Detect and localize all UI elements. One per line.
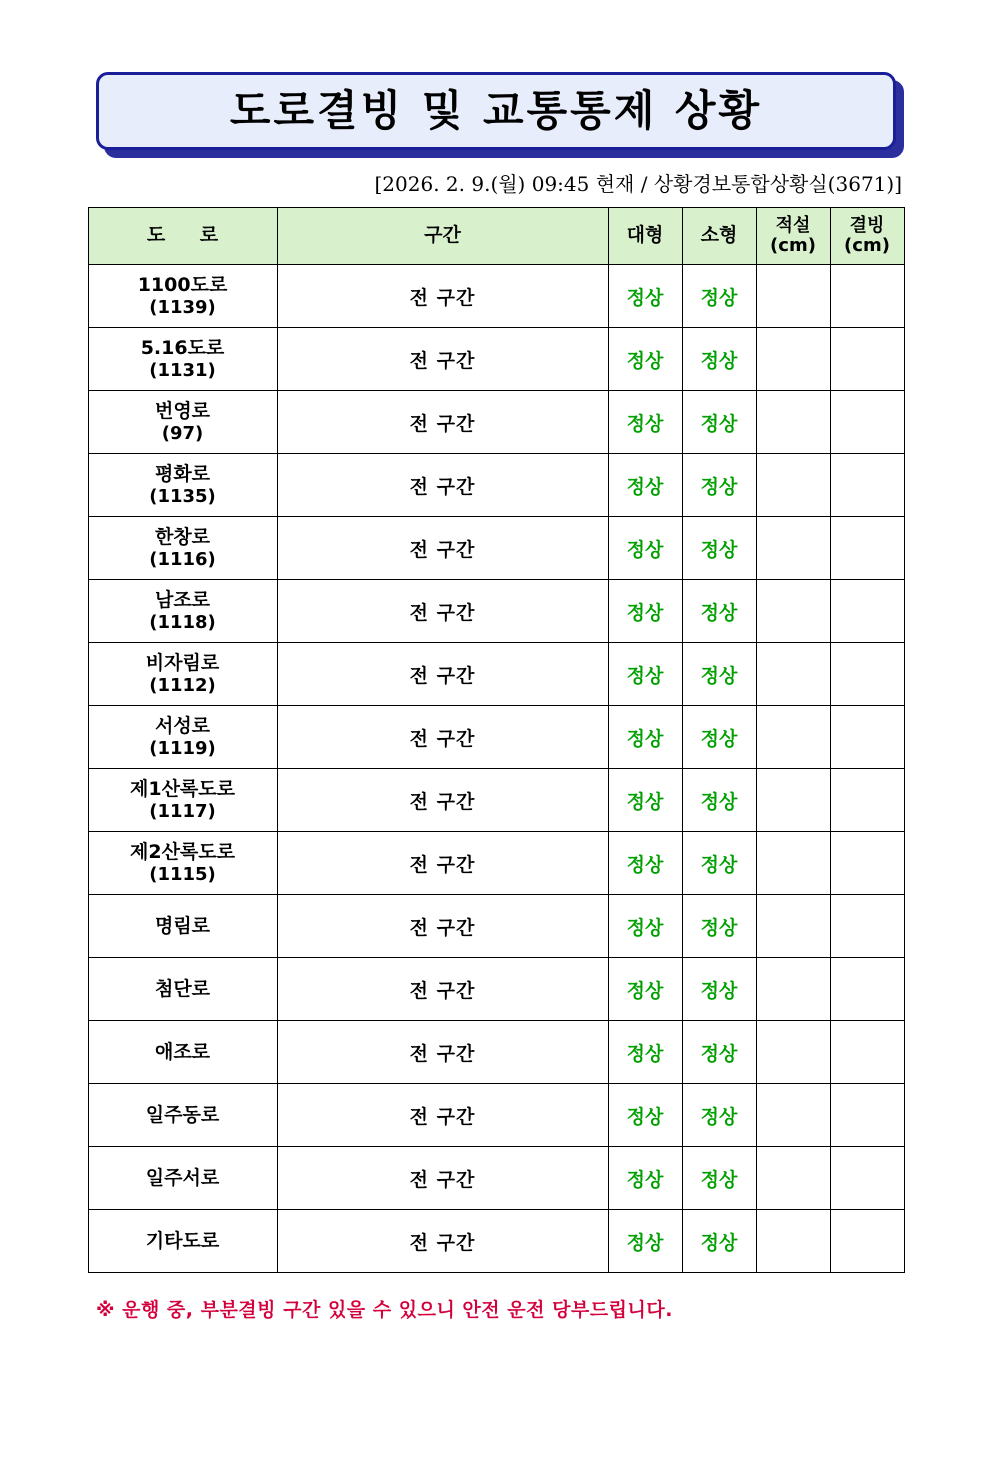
cell-small-vehicle-status: 정상	[682, 1084, 756, 1147]
road-name-primary: 서성로	[154, 714, 211, 737]
cell-road-name	[88, 391, 277, 454]
cell-snow-depth	[756, 265, 830, 328]
cell-ice-thickness	[830, 1210, 904, 1273]
cell-road-name	[88, 328, 277, 391]
title-banner	[96, 72, 896, 150]
column-header-snow-depth-label: 적설	[775, 215, 811, 237]
table-row	[88, 895, 904, 958]
cell-snow-depth	[756, 1147, 830, 1210]
cell-ice-thickness	[830, 1147, 904, 1210]
column-header-section: 구간	[277, 208, 608, 265]
cell-ice-thickness	[830, 454, 904, 517]
table-row	[88, 1147, 904, 1210]
cell-section: 전 구간	[277, 265, 608, 328]
cell-section: 전 구간	[277, 832, 608, 895]
column-header-ice-thickness	[830, 208, 904, 265]
road-name-number: (1112)	[149, 674, 216, 696]
road-name-number: (1115)	[149, 863, 216, 885]
column-header-snow-depth-unit: (cm)	[770, 235, 816, 256]
road-name-primary: 1100도로	[137, 273, 228, 296]
table-row	[88, 1084, 904, 1147]
cell-small-vehicle-status: 정상	[682, 517, 756, 580]
cell-ice-thickness	[830, 328, 904, 391]
cell-section: 전 구간	[277, 1021, 608, 1084]
cell-ice-thickness	[830, 643, 904, 706]
cell-snow-depth	[756, 832, 830, 895]
road-name-primary: 제1산록도로	[130, 777, 235, 800]
cell-section: 전 구간	[277, 391, 608, 454]
cell-ice-thickness	[830, 580, 904, 643]
cell-large-vehicle-status: 정상	[608, 769, 682, 832]
cell-section: 전 구간	[277, 1147, 608, 1210]
cell-road-name	[88, 580, 277, 643]
cell-snow-depth	[756, 1021, 830, 1084]
road-name-primary: 평화로	[154, 462, 211, 485]
cell-road-name	[88, 517, 277, 580]
cell-section: 전 구간	[277, 895, 608, 958]
cell-road-name	[88, 643, 277, 706]
road-name-primary: 제2산록도로	[130, 840, 235, 863]
cell-large-vehicle-status: 정상	[608, 706, 682, 769]
safety-note: ※ 운행 중, 부분결빙 구간 있을 수 있으니 안전 운전 당부드립니다.	[96, 1299, 673, 1321]
cell-road-name	[88, 769, 277, 832]
table-row	[88, 643, 904, 706]
cell-large-vehicle-status: 정상	[608, 328, 682, 391]
cell-road-name: 애조로	[88, 1021, 277, 1084]
cell-ice-thickness	[830, 517, 904, 580]
table-row	[88, 580, 904, 643]
cell-section: 전 구간	[277, 1210, 608, 1273]
table-row	[88, 265, 904, 328]
cell-snow-depth	[756, 517, 830, 580]
cell-road-name: 명림로	[88, 895, 277, 958]
cell-road-name	[88, 265, 277, 328]
table-row	[88, 1210, 904, 1273]
cell-large-vehicle-status: 정상	[608, 580, 682, 643]
road-name-primary: 5.16도로	[140, 336, 225, 359]
table-row	[88, 958, 904, 1021]
road-name-number: (1131)	[149, 359, 216, 381]
cell-small-vehicle-status: 정상	[682, 1147, 756, 1210]
column-header-snow-depth	[756, 208, 830, 265]
column-header-road-label: 도 로	[146, 224, 233, 247]
cell-ice-thickness	[830, 391, 904, 454]
cell-large-vehicle-status: 정상	[608, 265, 682, 328]
table-row	[88, 328, 904, 391]
road-name-number: (1118)	[149, 611, 216, 633]
cell-snow-depth	[756, 769, 830, 832]
cell-snow-depth	[756, 958, 830, 1021]
cell-section: 전 구간	[277, 517, 608, 580]
table-header	[88, 208, 904, 265]
road-name-number: (1116)	[149, 548, 216, 570]
table-row	[88, 391, 904, 454]
cell-small-vehicle-status: 정상	[682, 265, 756, 328]
cell-large-vehicle-status: 정상	[608, 958, 682, 1021]
cell-ice-thickness	[830, 706, 904, 769]
road-name-number: (1139)	[149, 296, 216, 318]
cell-ice-thickness	[830, 1021, 904, 1084]
timestamp-and-source: [2026. 2. 9.(월) 09:45 현재 / 상황경보통합상황실(3671)]	[374, 172, 902, 196]
road-name-number: (1135)	[149, 485, 216, 507]
cell-snow-depth	[756, 580, 830, 643]
cell-small-vehicle-status: 정상	[682, 1210, 756, 1273]
cell-section: 전 구간	[277, 643, 608, 706]
cell-section: 전 구간	[277, 1084, 608, 1147]
cell-small-vehicle-status: 정상	[682, 1021, 756, 1084]
cell-large-vehicle-status: 정상	[608, 895, 682, 958]
cell-large-vehicle-status: 정상	[608, 1210, 682, 1273]
cell-small-vehicle-status: 정상	[682, 769, 756, 832]
cell-small-vehicle-status: 정상	[682, 643, 756, 706]
column-header-large-vehicle: 대형	[608, 208, 682, 265]
column-header-ice-thickness-unit: (cm)	[844, 235, 890, 256]
cell-road-name: 일주동로	[88, 1084, 277, 1147]
cell-section: 전 구간	[277, 454, 608, 517]
road-name-number: (1119)	[149, 737, 216, 759]
table-body	[88, 265, 904, 1273]
document-page	[0, 72, 992, 1475]
title-banner-box	[96, 72, 896, 150]
cell-snow-depth	[756, 706, 830, 769]
cell-ice-thickness	[830, 769, 904, 832]
cell-road-name	[88, 832, 277, 895]
road-name-number: (97)	[161, 422, 204, 444]
cell-small-vehicle-status: 정상	[682, 706, 756, 769]
table-row	[88, 454, 904, 517]
table-row	[88, 517, 904, 580]
table-row	[88, 769, 904, 832]
road-status-table	[88, 207, 905, 1273]
cell-road-name	[88, 706, 277, 769]
table-header-row	[88, 208, 904, 265]
cell-road-name	[88, 454, 277, 517]
cell-small-vehicle-status: 정상	[682, 454, 756, 517]
cell-large-vehicle-status: 정상	[608, 643, 682, 706]
table-row	[88, 832, 904, 895]
road-name-primary: 번영로	[154, 399, 211, 422]
cell-large-vehicle-status: 정상	[608, 454, 682, 517]
cell-snow-depth	[756, 391, 830, 454]
cell-snow-depth	[756, 1210, 830, 1273]
road-name-primary: 남조로	[154, 588, 211, 611]
cell-small-vehicle-status: 정상	[682, 958, 756, 1021]
cell-section: 전 구간	[277, 706, 608, 769]
column-header-ice-thickness-label: 결빙	[849, 215, 885, 237]
cell-large-vehicle-status: 정상	[608, 517, 682, 580]
cell-small-vehicle-status: 정상	[682, 328, 756, 391]
cell-ice-thickness	[830, 832, 904, 895]
column-header-small-vehicle: 소형	[682, 208, 756, 265]
cell-road-name: 일주서로	[88, 1147, 277, 1210]
cell-section: 전 구간	[277, 769, 608, 832]
cell-large-vehicle-status: 정상	[608, 832, 682, 895]
cell-ice-thickness	[830, 265, 904, 328]
page-title: 도로결빙 및 교통통제 상황	[229, 86, 763, 135]
cell-ice-thickness	[830, 895, 904, 958]
road-name-primary: 비자림로	[145, 651, 220, 674]
cell-snow-depth	[756, 328, 830, 391]
cell-large-vehicle-status: 정상	[608, 1021, 682, 1084]
cell-snow-depth	[756, 454, 830, 517]
cell-section: 전 구간	[277, 328, 608, 391]
cell-road-name: 기타도로	[88, 1210, 277, 1273]
cell-large-vehicle-status: 정상	[608, 1147, 682, 1210]
cell-large-vehicle-status: 정상	[608, 391, 682, 454]
cell-section: 전 구간	[277, 580, 608, 643]
cell-small-vehicle-status: 정상	[682, 895, 756, 958]
cell-small-vehicle-status: 정상	[682, 580, 756, 643]
cell-road-name: 첨단로	[88, 958, 277, 1021]
cell-small-vehicle-status: 정상	[682, 391, 756, 454]
column-header-road	[88, 208, 277, 265]
cell-section: 전 구간	[277, 958, 608, 1021]
road-name-primary: 한창로	[154, 525, 211, 548]
cell-large-vehicle-status: 정상	[608, 1084, 682, 1147]
road-name-number: (1117)	[149, 800, 216, 822]
table-row	[88, 1021, 904, 1084]
cell-small-vehicle-status: 정상	[682, 832, 756, 895]
cell-ice-thickness	[830, 958, 904, 1021]
cell-snow-depth	[756, 643, 830, 706]
cell-snow-depth	[756, 895, 830, 958]
cell-ice-thickness	[830, 1084, 904, 1147]
table-row	[88, 706, 904, 769]
cell-snow-depth	[756, 1084, 830, 1147]
